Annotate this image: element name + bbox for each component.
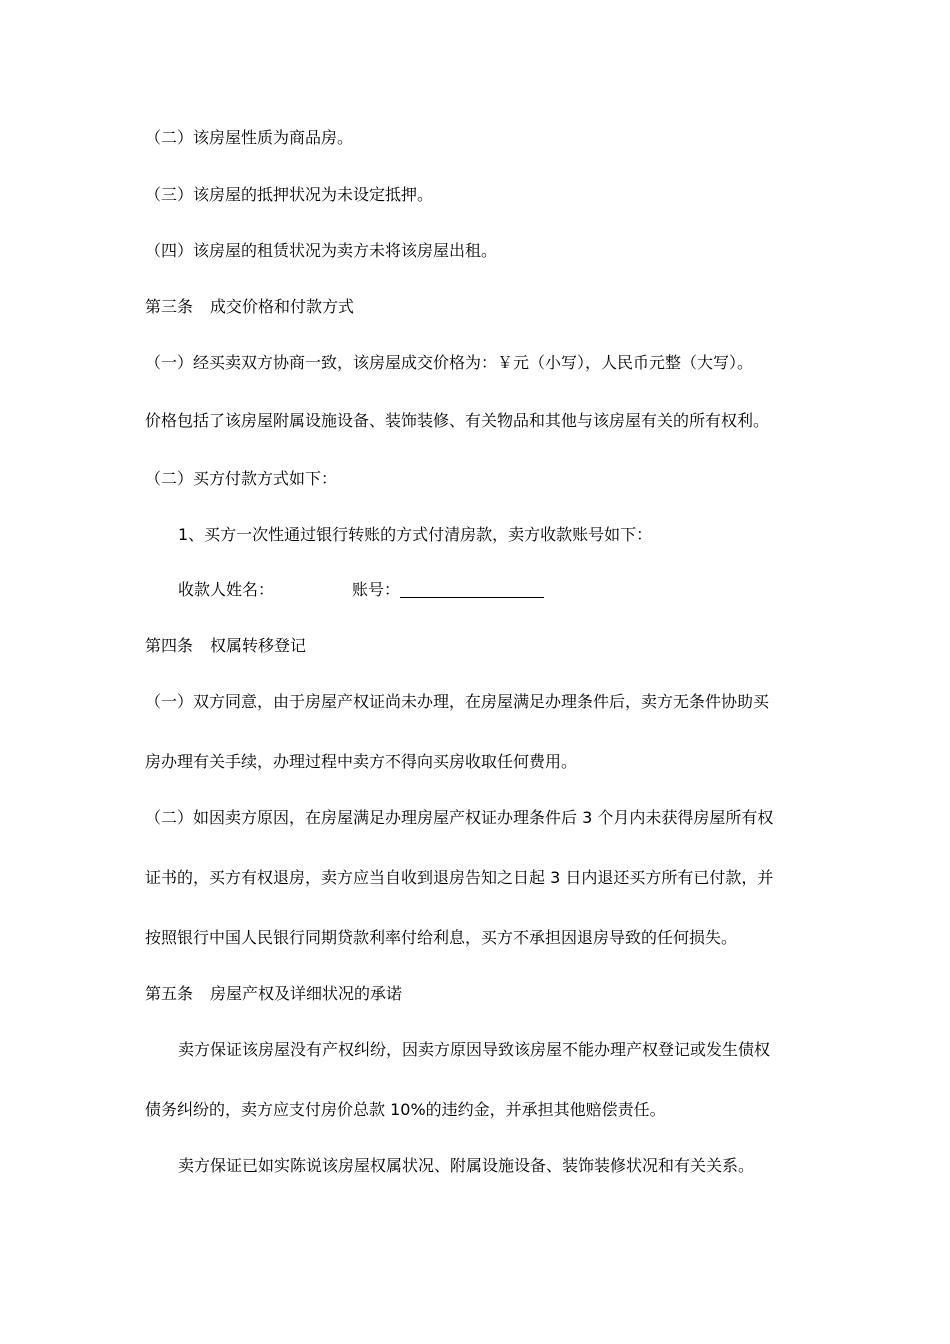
article-4-heading <box>145 636 815 656</box>
clause-price-scope: 价格包括了该房屋附属设施设备、装饰装修、有关物品和其他与该房屋有关的所有权利。 <box>145 411 770 430</box>
clause-no-dispute: 卖方保证该房屋没有产权纠纷，因卖方原因导致该房屋不能办理产权登记或发生债权 <box>178 1040 771 1059</box>
clause-mortgage-status: （三）该房屋的抵押状况为未设定抵押。 <box>145 185 434 204</box>
clause-payment-method: （二）买方付款方式如下： <box>145 469 338 488</box>
clause-seller-fault-cont2: 按照银行中国人民银行同期贷款利率付给利息，买方不承担因退房导致的任何损失。 <box>145 928 738 947</box>
account-blank-line <box>400 580 544 598</box>
article-5-heading <box>145 984 815 1004</box>
clause-payment-transfer: 1、买方一次性通过银行转账的方式付清房款，卖方收款账号如下： <box>178 525 653 544</box>
clause-lease-status: （四）该房屋的租赁状况为卖方未将该房屋出租。 <box>145 241 498 260</box>
article-3-number: 第三条 <box>145 297 194 316</box>
article-3-title: 成交价格和付款方式 <box>210 297 355 316</box>
clause-disclosure: 卖方保证已如实陈说该房屋权属状况、附属设施设备、装饰装修状况和有关关系。 <box>178 1156 755 1175</box>
clause-seller-fault: （二）如因卖方原因，在房屋满足办理房屋产权证办理条件后 3 个月内未获得房屋所有权 <box>145 808 774 827</box>
clause-seller-fault-cont1: 证书的，买方有权退房，卖方应当自收到退房告知之日起 3 日内退还买方所有已付款，并 <box>145 868 774 887</box>
clause-property-nature: （二）该房屋性质为商品房。 <box>145 128 354 147</box>
clause-transfer-agreement: （一）双方同意，由于房屋产权证尚未办理，在房屋满足办理条件后，卖方无条件协助买 <box>145 692 770 711</box>
article-3-heading <box>145 297 815 317</box>
article-5-number: 第五条 <box>145 984 194 1003</box>
account-label: 账号： <box>352 580 401 599</box>
clause-price: （一）经买卖双方协商一致，该房屋成交价格为：￥元（小写），人民币元整（大写）。 <box>145 353 754 372</box>
payee-name-label: 收款人姓名： <box>178 580 275 599</box>
clause-transfer-agreement-cont: 房办理有关手续，办理过程中卖方不得向买房收取任何费用。 <box>145 752 578 771</box>
article-4-number: 第四条 <box>145 636 194 655</box>
article-4-title: 权属转移登记 <box>210 636 307 655</box>
article-5-title: 房屋产权及详细状况的承诺 <box>210 984 403 1003</box>
payee-account-row <box>178 580 848 600</box>
clause-no-dispute-cont: 债务纠纷的，卖方应支付房价总款 10%的违约金，并承担其他赔偿责任。 <box>145 1100 666 1119</box>
